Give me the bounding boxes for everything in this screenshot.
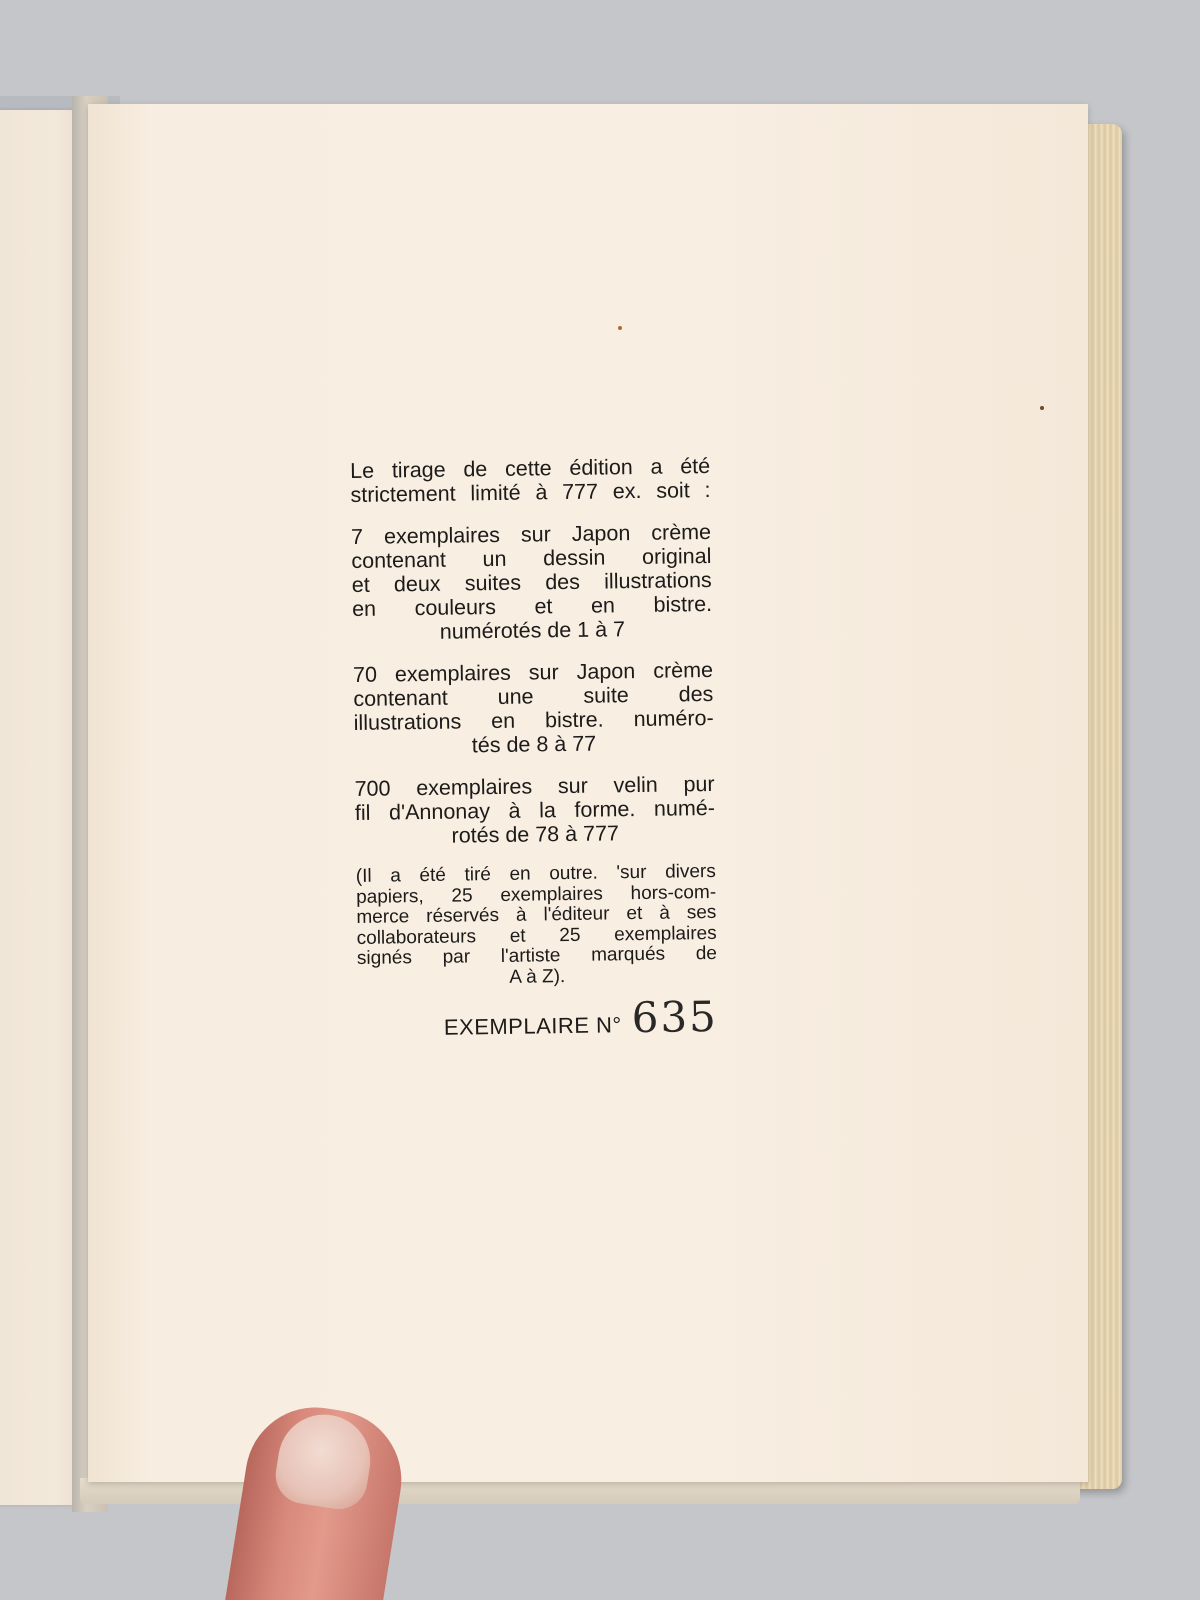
exemplaire-number: 635: [631, 991, 719, 1043]
text-line: papiers, 25 exemplaires hors-com-: [355, 881, 717, 908]
text-line: et deux suites des illustrations: [351, 567, 712, 597]
text-line: contenant une suite des: [353, 681, 714, 711]
colophon-velin: [354, 772, 715, 849]
colophon-text: [350, 454, 718, 1041]
text-line: 70 exemplaires sur Japon crème: [352, 657, 714, 687]
exemplaire-line: [358, 991, 719, 1043]
text-line: signés par l'artiste marqués de: [356, 942, 718, 969]
text-line: merce réservés à l'éditeur et à ses: [356, 901, 717, 928]
exemplaire-label: EXEMPLAIRE N°: [443, 1012, 622, 1040]
fingernail: [272, 1408, 377, 1513]
text-line: tés de 8 à 77: [471, 731, 597, 758]
text-line: numérotés de 1 à 7: [439, 617, 626, 644]
colophon-page: [88, 104, 1088, 1482]
text-line: (Il a été tiré en outre. 'sur divers: [355, 860, 716, 887]
text-line: fil d'Annonay à la forme. numé-: [354, 795, 716, 825]
text-line: illustrations en bistre. numéro-: [353, 705, 714, 735]
colophon-japon-suite: [353, 658, 714, 759]
text-line: A à Z).: [509, 965, 566, 988]
text-line: 700 exemplaires sur velin pur: [354, 771, 715, 801]
colophon-hors-commerce: [356, 862, 718, 990]
text-line: collaborateurs et 25 exemplaires: [356, 922, 717, 949]
paper-speck: [618, 326, 622, 330]
colophon-japon-dessin: [351, 520, 713, 645]
text-line: Le tirage de cette édition a été: [350, 453, 711, 483]
text-line: 7 exemplaires sur Japon crème: [350, 519, 712, 549]
text-line: en couleurs et en bistre.: [351, 591, 713, 621]
colophon-intro: [350, 454, 711, 507]
paper-speck: [1040, 406, 1044, 410]
text-line: rotés de 78 à 777: [451, 821, 620, 848]
text-line: strictement limité à 777 ex. soit :: [350, 477, 711, 507]
text-line: contenant un dessin original: [351, 543, 712, 573]
